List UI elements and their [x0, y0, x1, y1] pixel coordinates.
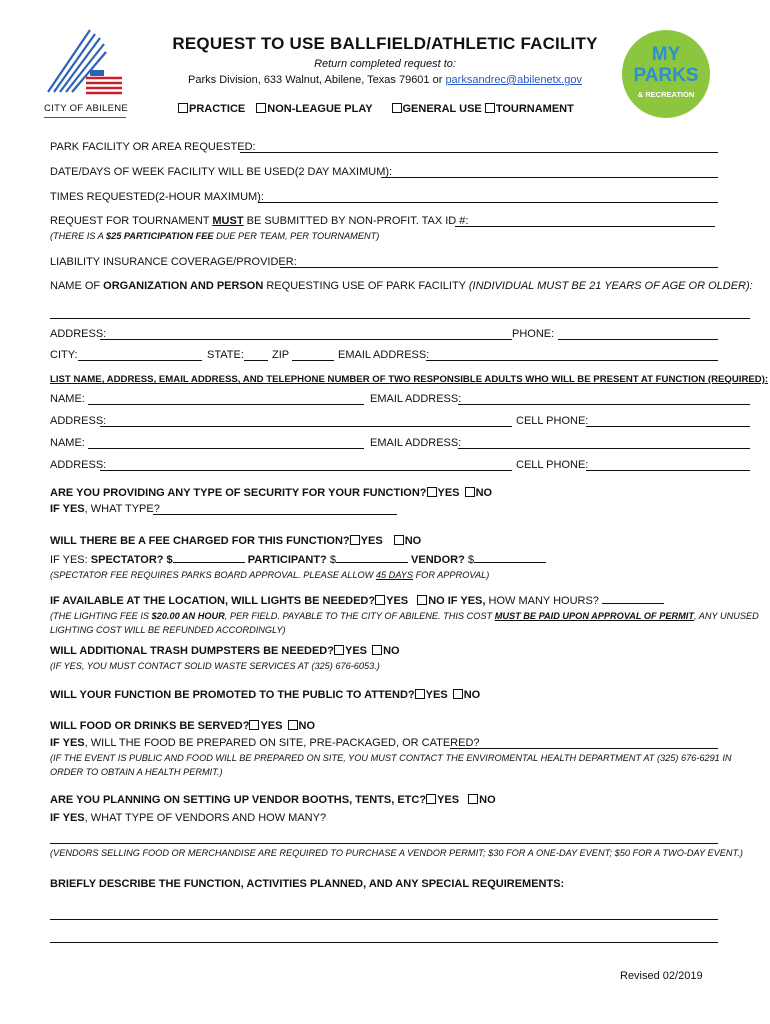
fee-question: WILL THERE BE A FEE CHARGED FOR THIS FUNCTION? YES NO: [50, 535, 422, 547]
adult1-name-field[interactable]: [88, 404, 364, 405]
food-question: WILL FOOD OR DRINKS BE SERVED? YES NO: [50, 720, 316, 732]
liability-label: LIABILITY INSURANCE COVERAGE/PROVIDER:: [50, 256, 297, 268]
checkbox-icon[interactable]: [392, 103, 402, 113]
food-field[interactable]: [450, 748, 718, 749]
checkbox-icon[interactable]: [375, 595, 385, 605]
phone-label: PHONE:: [512, 328, 555, 340]
option-general-use[interactable]: GENERAL USE: [392, 103, 482, 115]
checkbox-icon[interactable]: [485, 103, 495, 113]
phone-field[interactable]: [558, 339, 718, 340]
email-address-field[interactable]: [426, 360, 718, 361]
state-field[interactable]: [244, 360, 268, 361]
checkbox-icon[interactable]: [417, 595, 427, 605]
revised-date: Revised 02/2019: [620, 970, 703, 982]
fee-amounts: IF YES: SPECTATOR? $ PARTICIPANT? $ VENDOR? $: [50, 554, 546, 566]
checkbox-icon[interactable]: [256, 103, 266, 113]
checkbox-icon[interactable]: [468, 794, 478, 804]
city-field[interactable]: [78, 360, 202, 361]
address-label: ADDRESS:: [50, 328, 107, 340]
lights-question: IF AVAILABLE AT THE LOCATION, WILL LIGHTS BE NEEDED? YES NO IF YES, HOW MANY HOURS?: [50, 595, 664, 607]
food-follow: IF YES, WILL THE FOOD BE PREPARED ON SITE, PRE-PACKAGED, OR CATERED?: [50, 737, 480, 749]
food-note: (IF THE EVENT IS PUBLIC AND FOOD WILL BE PREPARED ON SITE, YOU MUST CONTACT THE ENVIROMENTAL HEALTH DEPARTMENT AT (325) 676-6291 IN: [50, 753, 732, 763]
times-label: TIMES REQUESTED(2-HOUR MAXIMUM):: [50, 191, 264, 203]
adult1-cell-label: CELL PHONE:: [516, 415, 589, 427]
checkbox-icon[interactable]: [415, 689, 425, 699]
my-parks-recreation: & RECREATION: [637, 90, 695, 99]
use-type-options: [178, 103, 574, 115]
describe-field-1[interactable]: [50, 919, 718, 920]
city-logo-text: CITY OF ABILENE: [44, 103, 129, 114]
tournament-line: REQUEST FOR TOURNAMENT MUST BE SUBMITTED BY NON-PROFIT. TAX ID #:: [50, 215, 469, 227]
liability-field[interactable]: [280, 267, 718, 268]
park-facility-label: PARK FACILITY OR AREA REQUESTED:: [50, 141, 256, 153]
checkbox-icon[interactable]: [249, 720, 259, 730]
spectator-fee-note: (SPECTATOR FEE REQUIRES PARKS BOARD APPROVAL. PLEASE ALLOW 45 DAYS FOR APPROVAL): [50, 570, 490, 580]
dates-field[interactable]: [381, 177, 718, 178]
responsible-adults-heading: LIST NAME, ADDRESS, EMAIL ADDRESS, AND TELEPHONE NUMBER OF TWO RESPONSIBLE ADULTS WHO WILL BE PRESENT AT FUNCTION (REQUIRED):: [50, 374, 769, 385]
checkbox-icon[interactable]: [178, 103, 188, 113]
adult2-email-label: EMAIL ADDRESS:: [370, 437, 462, 449]
promoted-question: WILL YOUR FUNCTION BE PROMOTED TO THE PUBLIC TO ATTEND? YES NO: [50, 689, 481, 701]
adult1-email-field[interactable]: [458, 404, 750, 405]
tax-id-field[interactable]: [455, 226, 715, 227]
security-type-field[interactable]: [153, 514, 397, 515]
vendor-follow: IF YES, WHAT TYPE OF VENDORS AND HOW MANY?: [50, 812, 327, 824]
return-address: [0, 74, 770, 86]
my-parks-my: MY: [651, 44, 681, 65]
describe-label: BRIEFLY DESCRIBE THE FUNCTION, ACTIVITIES PLANNED, AND ANY SPECIAL REQUIREMENTS:: [50, 878, 565, 890]
option-practice[interactable]: PRACTICE: [178, 103, 245, 115]
dates-label: DATE/DAYS OF WEEK FACILITY WILL BE USED(2 DAY MAXIMUM):: [50, 166, 393, 178]
trash-question: WILL ADDITIONAL TRASH DUMPSTERS BE NEEDED? YES NO: [50, 645, 400, 657]
option-non-league[interactable]: NON-LEAGUE PLAY: [256, 103, 372, 115]
checkbox-icon[interactable]: [427, 487, 437, 497]
checkbox-icon[interactable]: [350, 535, 360, 545]
checkbox-icon[interactable]: [426, 794, 436, 804]
security-follow: IF YES, WHAT TYPE?: [50, 503, 160, 515]
checkbox-icon[interactable]: [394, 535, 404, 545]
adult2-email-field[interactable]: [458, 448, 750, 449]
adult2-cell-field[interactable]: [586, 470, 750, 471]
adult2-cell-label: CELL PHONE:: [516, 459, 589, 471]
address-text: Parks Division, 633 Walnut, Abilene, Texas 79601 or: [188, 74, 446, 86]
checkbox-icon[interactable]: [465, 487, 475, 497]
lighting-fee-note: (THE LIGHTING FEE IS $20.00 AN HOUR, PER FIELD. PAYABLE TO THE CITY OF ABILENE. THIS COST MUST BE PAID UPON APPROVAL OF PERMIT, ANY UNUSED: [50, 611, 759, 621]
trash-note: (IF YES, YOU MUST CONTACT SOLID WASTE SERVICES AT (325) 676-6053.): [50, 661, 380, 671]
page-title: REQUEST TO USE BALLFIELD/ATHLETIC FACILITY: [172, 34, 598, 53]
adult1-address-label: ADDRESS:: [50, 415, 107, 427]
adult1-name-label: NAME:: [50, 393, 85, 405]
option-tournament[interactable]: TOURNAMENT: [485, 103, 574, 115]
adult1-address-field[interactable]: [100, 426, 512, 427]
vendor-field[interactable]: [50, 843, 718, 844]
adult1-email-label: EMAIL ADDRESS:: [370, 393, 462, 405]
checkbox-icon[interactable]: [334, 645, 344, 655]
checkbox-icon[interactable]: [288, 720, 298, 730]
zip-field[interactable]: [292, 360, 334, 361]
city-label: CITY:: [50, 349, 78, 361]
vendor-question: ARE YOU PLANNING ON SETTING UP VENDOR BOOTHS, TENTS, ETC? YES NO: [50, 794, 496, 806]
email-address-label: EMAIL ADDRESS:: [338, 349, 430, 361]
describe-field-2[interactable]: [50, 942, 718, 943]
zip-label: ZIP: [272, 349, 290, 361]
my-parks-parks: PARKS: [633, 65, 699, 86]
checkbox-icon[interactable]: [372, 645, 382, 655]
return-note: Return completed request to:: [314, 58, 456, 70]
vendor-note: (VENDORS SELLING FOOD OR MERCHANDISE ARE REQUIRED TO PURCHASE A VENDOR PERMIT; $30 FOR A ONE-DAY EVENT; $50 FOR A TWO-DAY EVENT.): [50, 848, 743, 858]
organization-field[interactable]: [50, 318, 750, 319]
park-facility-field[interactable]: [240, 152, 718, 153]
lighting-fee-note-2: LIGHTING COST WILL BE REFUNDED ACCORDINGLY): [50, 625, 286, 635]
state-label: STATE:: [207, 349, 244, 361]
security-question: ARE YOU PROVIDING ANY TYPE OF SECURITY FOR YOUR FUNCTION? YES NO: [50, 487, 493, 499]
organization-label: NAME OF ORGANIZATION AND PERSON REQUESTING USE OF PARK FACILITY (INDIVIDUAL MUST BE 21 YEARS OF AGE OR OLDER):: [50, 280, 753, 292]
times-field[interactable]: [258, 202, 718, 203]
food-note-2: ORDER TO OBTAIN A HEALTH PERMIT.): [50, 767, 223, 777]
participation-fee-note: (THERE IS A $25 PARTICIPATION FEE DUE PER TEAM, PER TOURNAMENT): [50, 231, 380, 241]
checkbox-icon[interactable]: [453, 689, 463, 699]
adult2-address-label: ADDRESS:: [50, 459, 107, 471]
adult2-name-label: NAME:: [50, 437, 85, 449]
adult2-name-field[interactable]: [88, 448, 364, 449]
email-link[interactable]: parksandrec@abilenetx.gov: [445, 74, 582, 86]
adult1-cell-field[interactable]: [586, 426, 750, 427]
adult2-address-field[interactable]: [100, 470, 512, 471]
address-field[interactable]: [100, 339, 512, 340]
